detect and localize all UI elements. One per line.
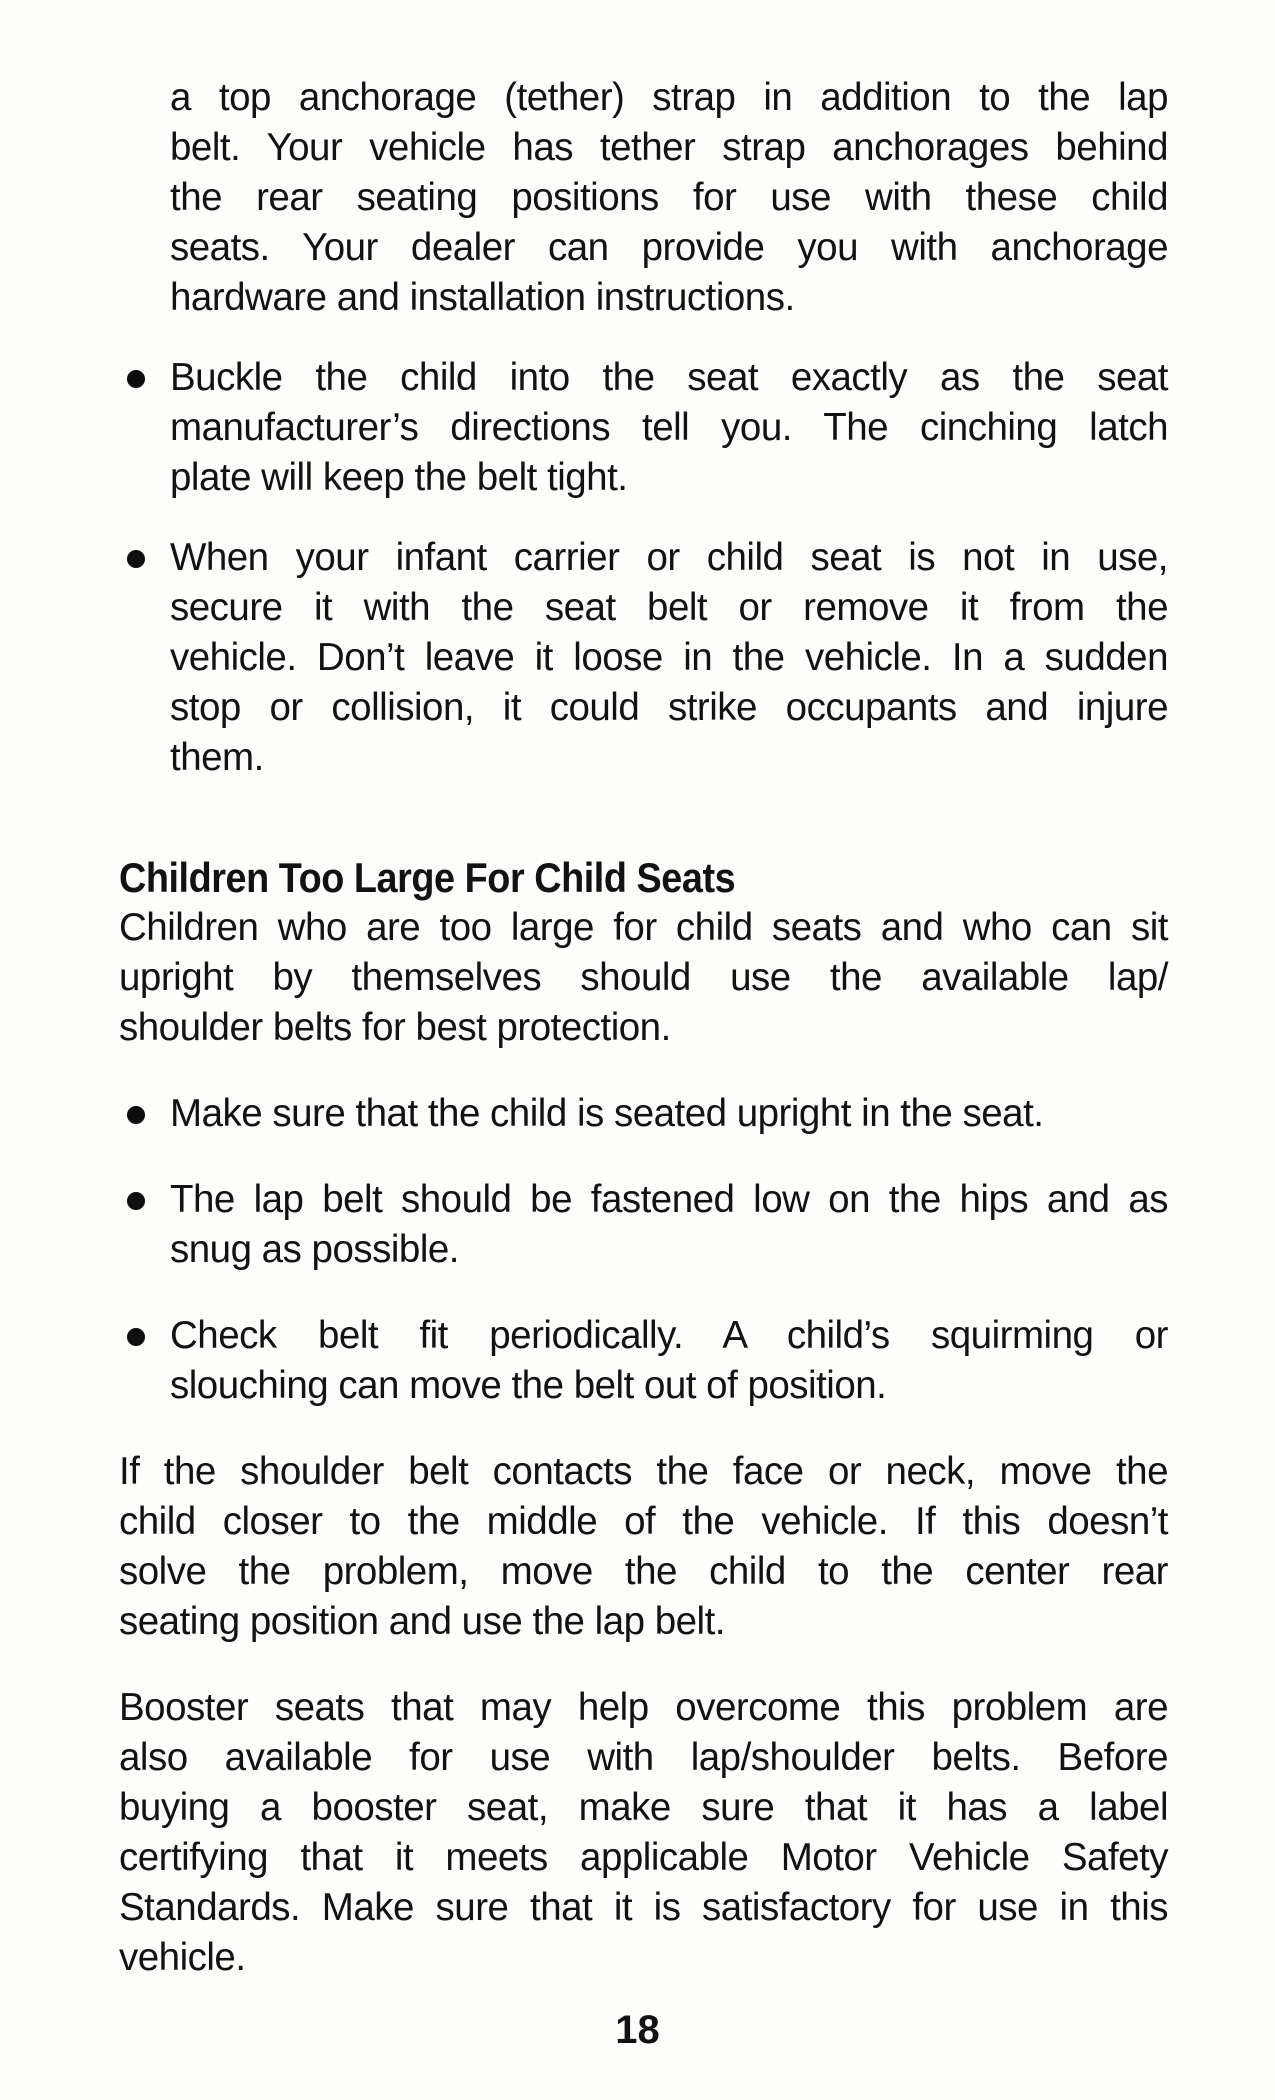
text-line: vehicle. Don’t leave it loose in the vehicle. In a sudden <box>170 636 1168 679</box>
bullet-item-buckle-child <box>170 353 1168 503</box>
bullet-icon <box>127 1106 145 1124</box>
bullet-item-seat-not-in-use <box>170 533 1168 783</box>
text-line: manufacturer’s directions tell you. The cinching latch <box>170 406 1168 449</box>
page-number: 18 <box>615 2008 660 2052</box>
text-line: stop or collision, it could strike occupants and injure <box>170 686 1168 729</box>
text-line: shoulder belts for best protection. <box>119 1006 671 1049</box>
text-line: Children who are too large for child seats and who can sit <box>119 906 1168 949</box>
text-line: hardware and installation instructions. <box>170 276 795 319</box>
text-line: certifying that it meets applicable Motor Vehicle Safety <box>119 1836 1168 1879</box>
text-line: vehicle. <box>119 1936 246 1979</box>
text-line: seating position and use the lap belt. <box>119 1600 726 1643</box>
text-line: Standards. Make sure that it is satisfactory for use in this <box>119 1886 1168 1929</box>
text-line: seats. Your dealer can provide you with anchorage <box>170 226 1168 269</box>
continuation-paragraph <box>170 73 1168 323</box>
booster-seat-paragraph <box>119 1683 1168 1983</box>
text-line: When your infant carrier or child seat is not in use, <box>170 536 1168 579</box>
text-line: child closer to the middle of the vehicle. If this doesn’t <box>119 1500 1168 1543</box>
text-line: upright by themselves should use the available lap/ <box>119 956 1168 999</box>
bullet-icon <box>127 1192 145 1210</box>
text-line: the rear seating positions for use with these child <box>170 176 1168 219</box>
bullet-icon <box>127 550 145 568</box>
text-line: solve the problem, move the child to the center rear <box>119 1550 1168 1593</box>
text-line: Check belt fit periodically. A child’s squirming or <box>170 1314 1168 1357</box>
text-line: also available for use with lap/shoulder belts. Before <box>119 1736 1168 1779</box>
page-body-text <box>119 73 1168 1983</box>
section-heading: Children Too Large For Child Seats <box>119 854 736 901</box>
text-line: snug as possible. <box>170 1228 459 1271</box>
bullet-item-check-belt-fit <box>170 1311 1168 1411</box>
section-intro-paragraph <box>119 903 1168 1053</box>
shoulder-belt-paragraph <box>119 1447 1168 1647</box>
text-line: Make sure that the child is seated upright in the seat. <box>170 1092 1044 1135</box>
text-line: them. <box>170 736 264 779</box>
text-line: If the shoulder belt contacts the face or neck, move the <box>119 1450 1168 1493</box>
text-line: a top anchorage (tether) strap in addition to the lap <box>170 76 1168 119</box>
text-line: The lap belt should be fastened low on the hips and as <box>170 1178 1168 1221</box>
text-line: slouching can move the belt out of position. <box>170 1364 887 1407</box>
text-line: Booster seats that may help overcome this problem are <box>119 1686 1168 1729</box>
text-line: belt. Your vehicle has tether strap anchorages behind <box>170 126 1168 169</box>
text-line: Buckle the child into the seat exactly as the seat <box>170 356 1168 399</box>
bullet-icon <box>127 1328 145 1346</box>
text-line: secure it with the seat belt or remove it from the <box>170 586 1168 629</box>
bullet-item-lap-belt-low <box>170 1175 1168 1275</box>
text-line: buying a booster seat, make sure that it has a label <box>119 1786 1168 1829</box>
bullet-item-seated-upright <box>170 1089 1168 1139</box>
bullet-icon <box>127 370 145 388</box>
text-line: plate will keep the belt tight. <box>170 456 628 499</box>
